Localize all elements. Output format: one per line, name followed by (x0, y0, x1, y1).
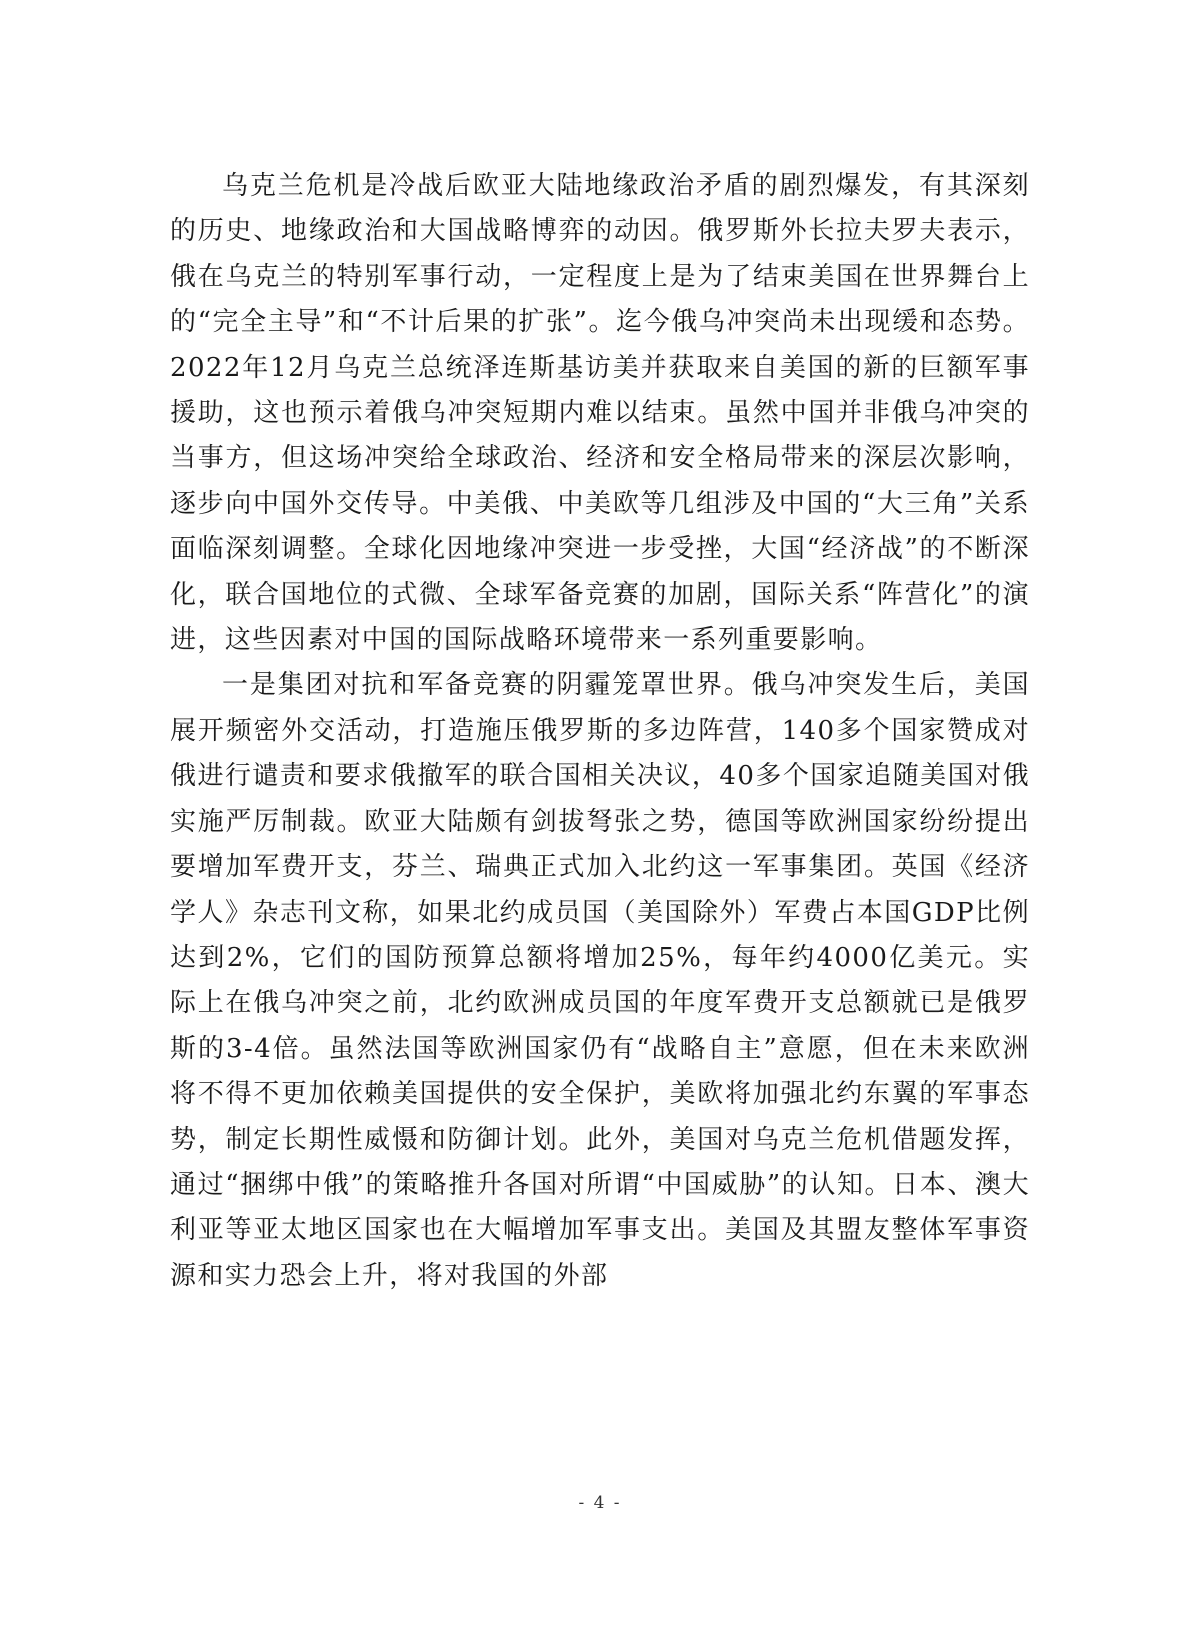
document-body (170, 164, 1030, 1299)
paragraph-bloc-confrontation: 一是集团对抗和军备竞赛的阴霾笼罩世界。俄乌冲突发生后，美国展开频密外交活动，打造施压俄罗斯的多边阵营，140多个国家赞成对俄进行谴责和要求俄撤军的联合国相关决议，40多个国家追随美国对俄实施严厉制裁。欧亚大陆颇有剑拔弩张之势，德国等欧洲国家纷纷提出要增加军费开支，芬兰、瑞典正式加入北约这一军事集团。英国《经济学人》杂志刊文称，如果北约成员国（美国除外）军费占本国GDP比例达到2%，它们的国防预算总额将增加25%，每年约4000亿美元。实际上在俄乌冲突之前，北约欧洲成员国的年度军费开支总额就已是俄罗斯的3-4倍。虽然法国等欧洲国家仍有“战略自主”意愿，但在未来欧洲将不得不更加依赖美国提供的安全保护，美欧将加强北约东翼的军事态势，制定长期性威慑和防御计划。此外，美国对乌克兰危机借题发挥，通过“捆绑中俄”的策略推升各国对所谓“中国威胁”的认知。日本、澳大利亚等亚太地区国家也在大幅增加军事支出。美国及其盟友整体军事资源和实力恐会上升，将对我国的外部 (170, 670, 1030, 1291)
paragraph-ukraine-crisis: 乌克兰危机是冷战后欧亚大陆地缘政治矛盾的剧烈爆发，有其深刻的历史、地缘政治和大国战略博弈的动因。俄罗斯外长拉夫罗夫表示，俄在乌克兰的特别军事行动，一定程度上是为了结束美国在世界舞台上的“完全主导”和“不计后果的扩张”。迄今俄乌冲突尚未出现缓和态势。2022年12月乌克兰总统泽连斯基访美并获取来自美国的新的巨额军事援助，这也预示着俄乌冲突短期内难以结束。虽然中国并非俄乌冲突的当事方，但这场冲突给全球政治、经济和安全格局带来的深层次影响，逐步向中国外交传导。中美俄、中美欧等几组涉及中国的“大三角”关系面临深刻调整。全球化因地缘冲突进一步受挫，大国“经济战”的不断深化，联合国地位的式微、全球军备竞赛的加剧，国际关系“阵营化”的演进，这些因素对中国的国际战略环境带来一系列重要影响。 (170, 171, 1030, 656)
page-number: - 4 - (578, 1493, 622, 1513)
